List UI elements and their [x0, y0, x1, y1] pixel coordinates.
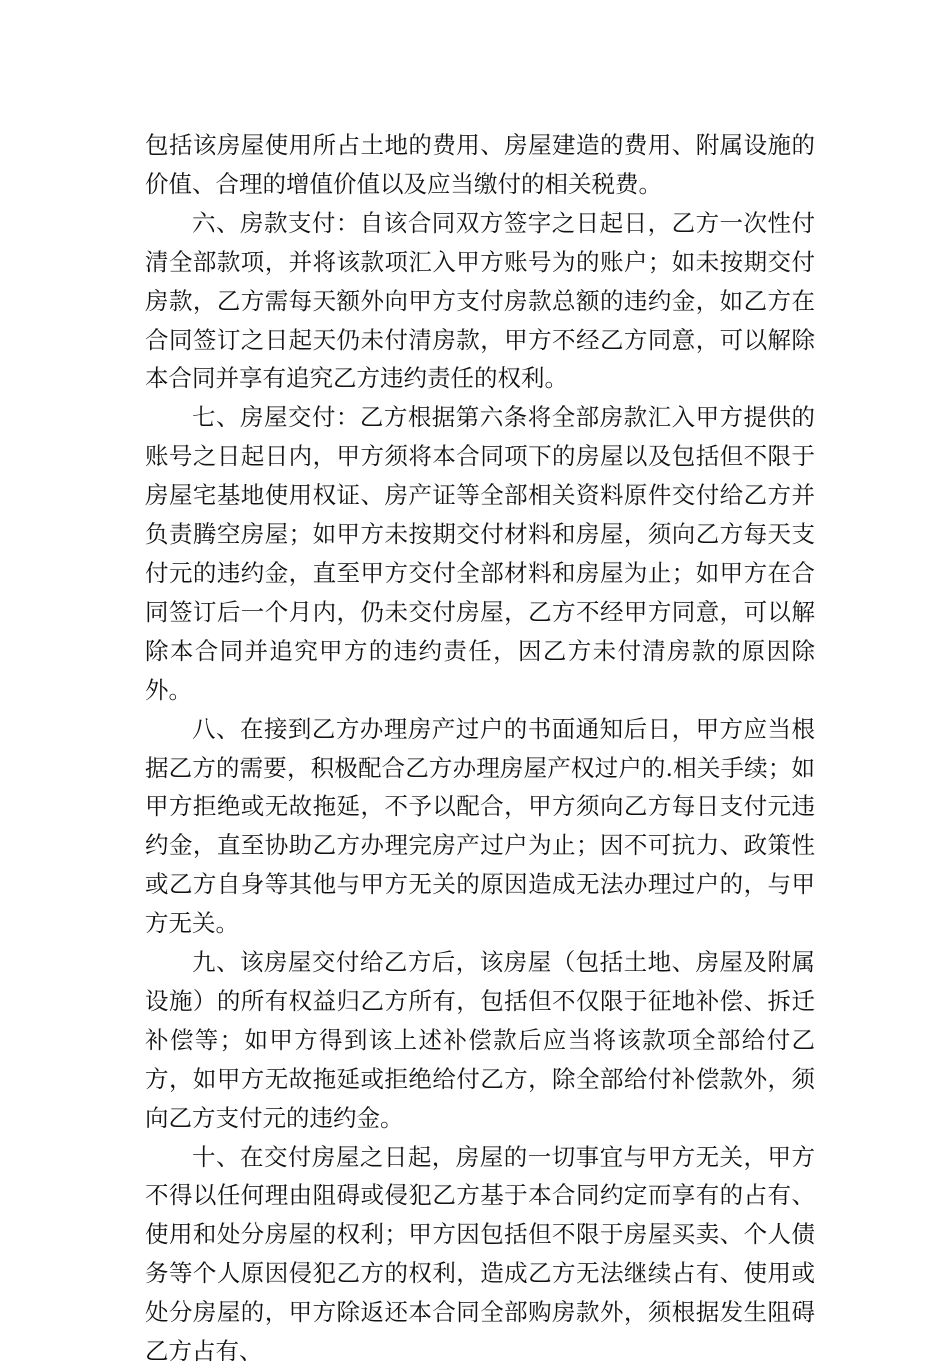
paragraph-clause-9-rights: 九、该房屋交付给乙方后，该房屋（包括土地、房屋及附属设施）的所有权益归乙方所有，包括但不仅限于征地补偿、拆迁补偿等；如甲方得到该上述补偿款后应当将该款项全部给付乙方，如甲方无故拖延或拒绝给付乙方，除全部给付补偿款外，须向乙方支付元的违约金。 [145, 948, 815, 1132]
paragraph-clause-7-delivery: 七、房屋交付：乙方根据第六条将全部房款汇入甲方提供的账号之日起日内，甲方须将本合同项下的房屋以及包括但不限于房屋宅基地使用权证、房产证等全部相关资料原件交付给乙方并负责腾空房屋；如甲方未按期交付材料和房屋，须向乙方每天支付元的违约金，直至甲方交付全部材料和房屋为止；如甲方在合同签订后一个月内，仍未交付房屋，乙方不经甲方同意，可以解除本合同并追究甲方的违约责任，因乙方未付清房款的原因除外。 [145, 403, 815, 704]
paragraph-clause-8-transfer: 八、在接到乙方办理房产过户的书面通知后日，甲方应当根据乙方的需要，积极配合乙方办理房屋产权过户的.相关手续；如甲方拒绝或无故拖延，不予以配合，甲方须向乙方每日支付元违约金，直至协助乙方办理完房产过户为止；因不可抗力、政策性或乙方自身等其他与甲方无关的原因造成无法办理过户的，与甲方无关。 [145, 714, 815, 938]
paragraph-continued: 包括该房屋使用所占土地的费用、房屋建造的费用、附属设施的价值、合理的增值价值以及应当缴付的相关税费。 [145, 131, 815, 198]
paragraph-clause-6-payment: 六、房款支付：自该合同双方签字之日起日，乙方一次性付清全部款项，并将该款项汇入甲方账号为的账户；如未按期交付房款，乙方需每天额外向甲方支付房款总额的违约金，如乙方在合同签订之日起天仍未付清房款，甲方不经乙方同意，可以解除本合同并享有追究乙方违约责任的权利。 [145, 208, 815, 393]
paragraph-clause-10-possession: 十、在交付房屋之日起，房屋的一切事宜与甲方无关，甲方不得以任何理由阻碍或侵犯乙方基于本合同约定而享有的占有、使用和处分房屋的权利；甲方因包括但不限于房屋买卖、个人债务等个人原因侵犯乙方的权利，造成乙方无法继续占有、使用或处分房屋的，甲方除返还本合同全部购房款外，须根据发生阻碍乙方占有、 [145, 1142, 815, 1366]
document-body [145, 126, 815, 1371]
